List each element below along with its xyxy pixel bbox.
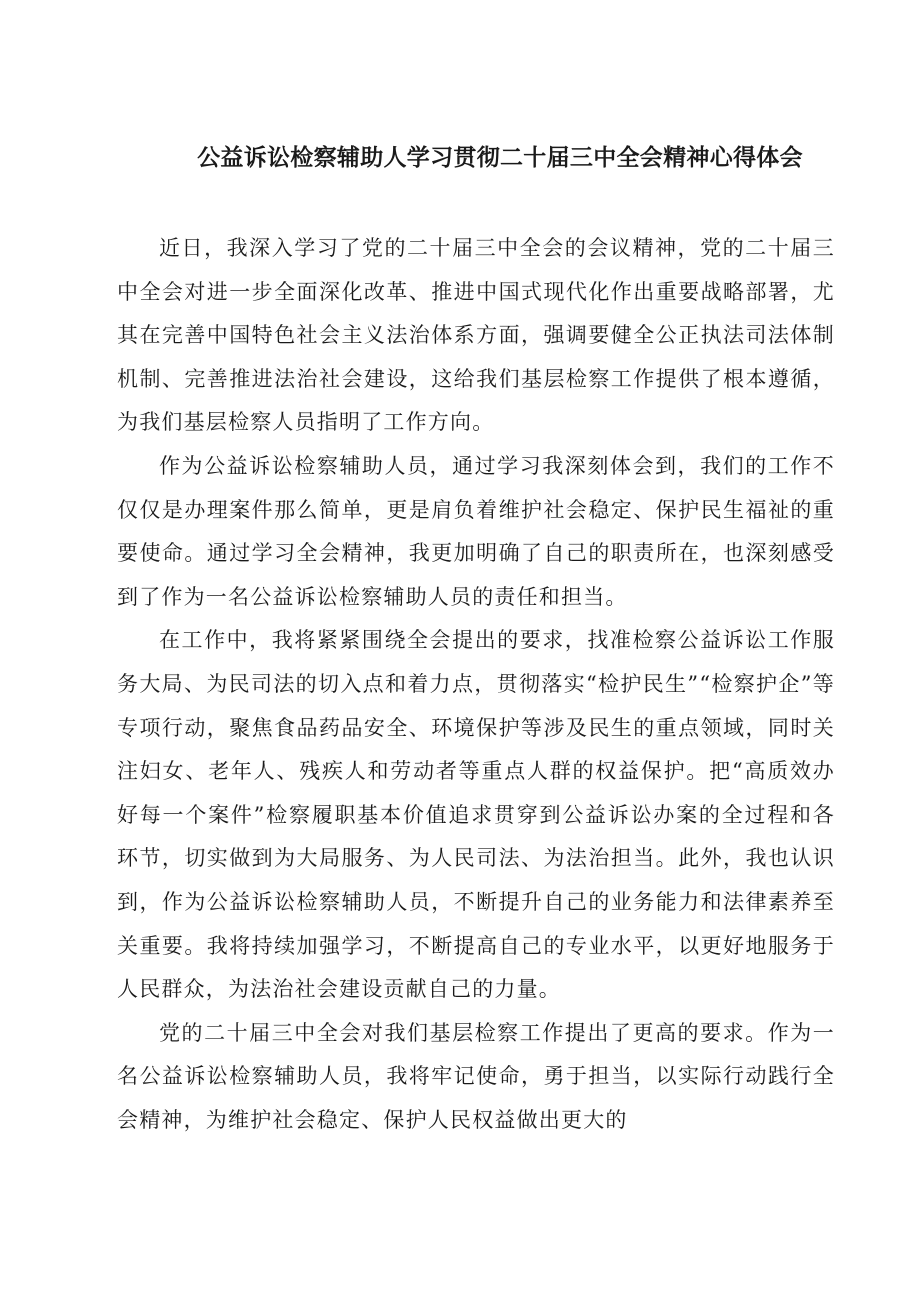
document-title: 公益诉讼检察辅助人学习贯彻二十届三中全会精神心得体会 [197,145,803,171]
paragraph: 近日，我深入学习了党的二十届三中全会的会议精神，党的二十届三中全会对进一步全面深化改革、推进中国式现代化作出重要战略部署，尤其在完善中国特色社会主义法治体系方面，强调要健全公正执法司法体制机制、完善推进法治社会建设，这给我们基层检察工作提供了根本遵循，为我们基层检察人员指明了工作方向。 [117,236,835,435]
paragraph: 作为公益诉讼检察辅助人员，通过学习我深刻体会到，我们的工作不仅仅是办理案件那么简单，更是肩负着维护社会稳定、保护民生福祉的重要使命。通过学习全会精神，我更加明确了自己的职责所在，也深刻感受到了作为一名公益诉讼检察辅助人员的责任和担当。 [117,453,835,609]
paragraph: 在工作中，我将紧紧围绕全会提出的要求，找准检察公益诉讼工作服务大局、为民司法的切入点和着力点，贯彻落实“检护民生”“检察护企”等专项行动，聚焦食品药品安全、环境保护等涉及民生的重点领域，同时关注妇女、老年人、残疾人和劳动者等重点人群的权益保护。把“高质效办好每一个案件”检察履职基本价值追求贯穿到公益诉讼办案的全过程和各环节，切实做到为大局服务、为人民司法、为法治担当。此外，我也认识到，作为公益诉讼检察辅助人员，不断提升自己的业务能力和法律素养至关重要。我将持续加强学习，不断提高自己的专业水平，以更好地服务于人民群众，为法治社会建设贡献自己的力量。 [117,628,835,1002]
document-body [117,227,835,1142]
paragraph: 党的二十届三中全会对我们基层检察工作提出了更高的要求。作为一名公益诉讼检察辅助人员，我将牢记使命，勇于担当，以实际行动践行全会精神，为维护社会稳定、保护人民权益做出更大的 [117,1020,835,1132]
